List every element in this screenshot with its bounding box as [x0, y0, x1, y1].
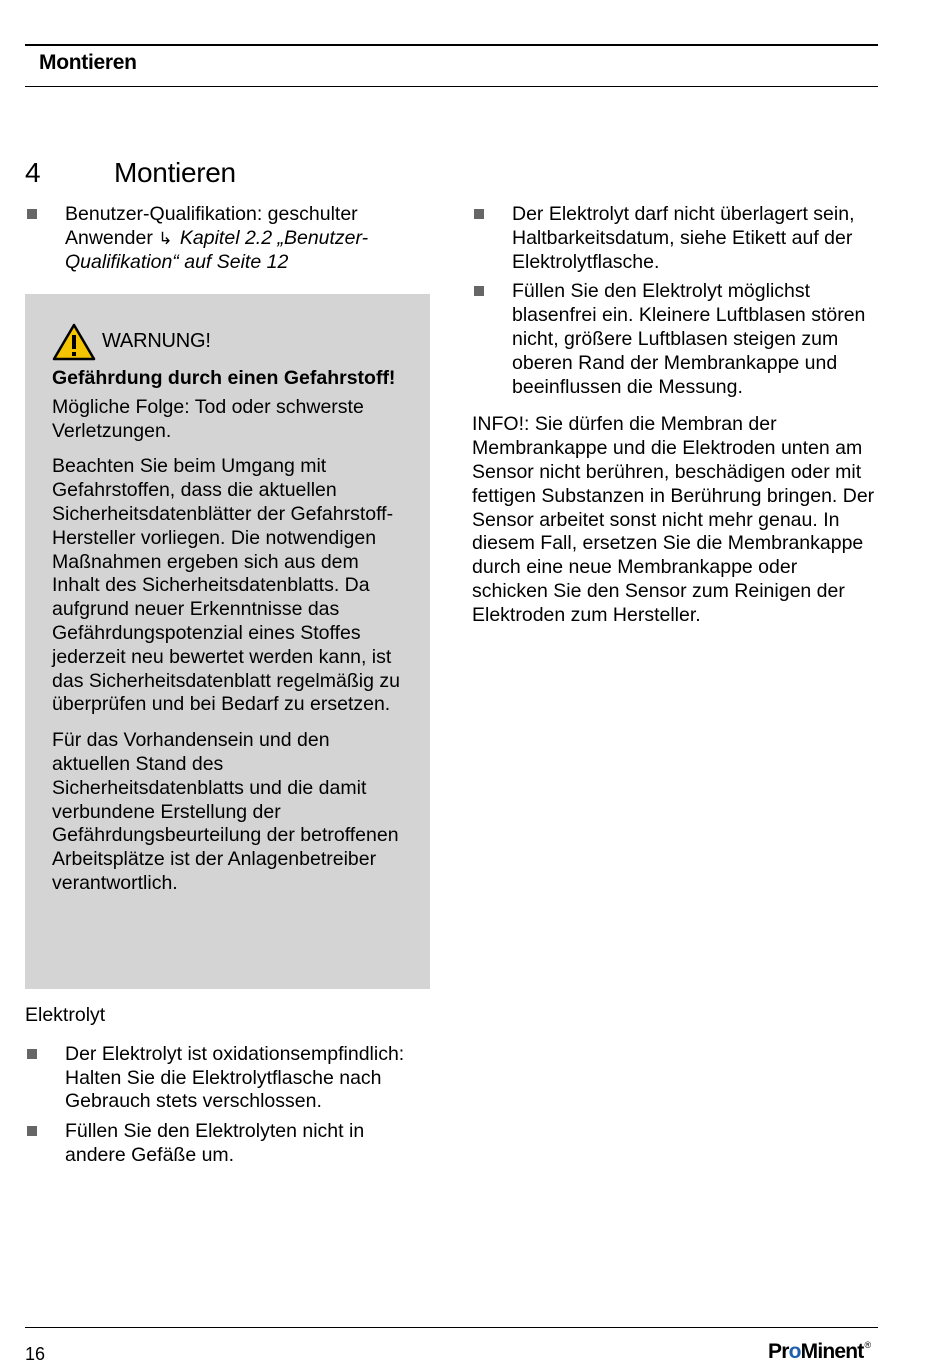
left-column-top — [25, 203, 425, 280]
warning-triangle-icon — [52, 323, 96, 361]
warning-title: Gefährdung durch einen Gefahrstoff! — [52, 367, 396, 389]
qualification-item — [25, 203, 425, 274]
chapter-title: Montieren — [114, 157, 236, 188]
section-heading-elektrolyt: Elektrolyt — [25, 1004, 106, 1026]
logo-part-1: Pr — [768, 1340, 789, 1363]
square-bullet-icon — [474, 286, 484, 296]
reference-arrow-icon: ↳ — [158, 228, 173, 248]
info-note — [472, 413, 877, 627]
list-item-text: Füllen Sie den Elektrolyten nicht in andere Gefäße um. — [65, 1120, 365, 1166]
chapter-number: 4 — [25, 157, 41, 188]
list-item — [25, 1043, 420, 1114]
page-number: 16 — [25, 1344, 46, 1364]
warning-consequence: Mögliche Folge: Tod oder schwerste Verletzungen. — [52, 395, 364, 442]
list-item-text: Der Elektrolyt darf nicht überlagert sein, Haltbarkeitsdatum, siehe Etikett auf der Elektrolytflasche. — [512, 203, 855, 273]
square-bullet-icon — [27, 1049, 37, 1059]
square-bullet-icon — [27, 1126, 37, 1136]
qualification-prefix: Benutzer-Qualifikation: geschulter Anwender — [65, 203, 358, 249]
right-column — [472, 203, 877, 628]
logo-part-3: Minent — [800, 1340, 864, 1363]
header-top-rule — [25, 44, 878, 46]
list-item — [25, 1120, 420, 1168]
warning-paragraph-2: Für das Vorhandensein und den aktuellen Stand des Sicherheitsdatenblatts und die damit verbundene Erstellung der Gefährdungsbeurteilung der betroffenen Arbeitsplätze ist der Anlagenbetreiber verantwortlich. — [52, 729, 399, 894]
qualification-reference-link[interactable]: Kapitel 2.2 „Benutzer-Qualifikation“ auf Seite 12 — [65, 226, 369, 273]
square-bullet-icon — [474, 209, 484, 219]
list-item-text: Der Elektrolyt ist oxidationsempfindlich: Halten Sie die Elektrolytflasche nach Gebrauch stets verschlossen. — [65, 1042, 405, 1113]
list-item — [472, 280, 877, 399]
info-label: INFO!: — [472, 413, 530, 436]
warning-label: WARNUNG! — [102, 330, 211, 353]
running-header: Montieren — [39, 51, 137, 74]
info-text: Sie dürfen die Membran der Membrankappe und die Elektroden unten am Sensor nicht berühren, beschädigen oder mit fettigen Substanzen in Berührung bringen. Der Sensor arbeitet sonst nicht mehr genau. In diesem Fall, ersetzen Sie die Membrankappe durch eine neue Membrankappe oder schicken Sie den Sensor zum Reinigen der Elektroden zum Hersteller. — [472, 413, 875, 626]
footer-rule — [25, 1327, 878, 1328]
prominent-logo — [768, 1340, 870, 1364]
square-bullet-icon — [27, 209, 37, 219]
warning-box — [25, 294, 430, 989]
registered-mark: ® — [864, 1340, 871, 1350]
left-column-bottom — [25, 1004, 420, 1174]
warning-header — [52, 322, 402, 362]
header-bottom-rule — [25, 86, 878, 87]
list-item-text: Füllen Sie den Elektrolyt möglichst blasenfrei ein. Kleinere Luftblasen stören nicht, größere Luftblasen steigen zum oberen Rand der Membrankappe und beeinflussen die Messung. — [512, 280, 866, 398]
warning-paragraph-1: Beachten Sie beim Umgang mit Gefahrstoffen, dass die aktuellen Sicherheitsdatenblätter der Gefahrstoff-Hersteller vorliegen. Die notwendigen Maßnahmen ergeben sich aus dem Inhalt des Sicherheitsdatenblatts. Da aufgrund neuer Erkenntnisse das Gefährdungspotenzial eines Stoffes jederzeit neu bewertet werden kann, ist das Sicherheitsdatenblatt regelmäßig zu überprüfen und bei Bedarf zu ersetzen. — [52, 455, 400, 716]
list-item — [472, 203, 877, 274]
logo-part-2: o — [788, 1340, 801, 1363]
